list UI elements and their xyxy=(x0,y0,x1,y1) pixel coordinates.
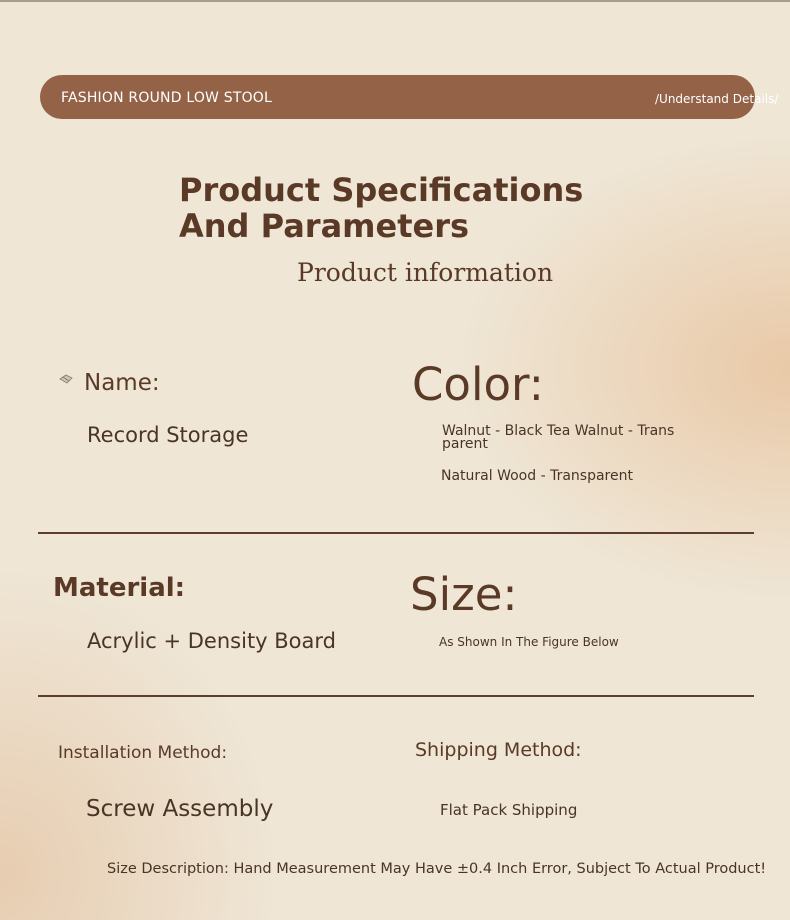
top-border-line xyxy=(0,0,790,2)
size-disclaimer: Size Description: Hand Measurement May Have ±0.4 Inch Error, Subject To Actual Product! xyxy=(107,861,767,877)
size-value: As Shown In The Figure Below xyxy=(439,635,619,649)
installation-value: Screw Assembly xyxy=(86,796,274,822)
material-label: Material: xyxy=(53,573,186,603)
section-divider xyxy=(38,695,754,697)
understand-details-link[interactable]: /Understand Details/ xyxy=(655,92,779,106)
name-value: Record Storage xyxy=(87,423,249,447)
section-divider xyxy=(38,532,754,534)
page-title: Product Specifications And Parameters xyxy=(179,171,584,245)
color-option-1: Walnut - Black Tea Walnut - Transparent xyxy=(442,423,675,452)
name-label: Name: xyxy=(84,370,160,396)
banner-title: FASHION ROUND LOW STOOL xyxy=(61,90,273,106)
material-value: Acrylic + Density Board xyxy=(87,629,336,653)
shipping-label: Shipping Method: xyxy=(415,739,582,761)
color-label: Color: xyxy=(412,358,544,411)
section-subtitle: Product information xyxy=(297,258,554,287)
installation-label: Installation Method: xyxy=(58,743,228,763)
sparkle-icon xyxy=(58,372,74,386)
size-label: Size: xyxy=(410,568,518,621)
color-option-2: Natural Wood - Transparent xyxy=(441,468,633,484)
shipping-value: Flat Pack Shipping xyxy=(440,801,578,819)
